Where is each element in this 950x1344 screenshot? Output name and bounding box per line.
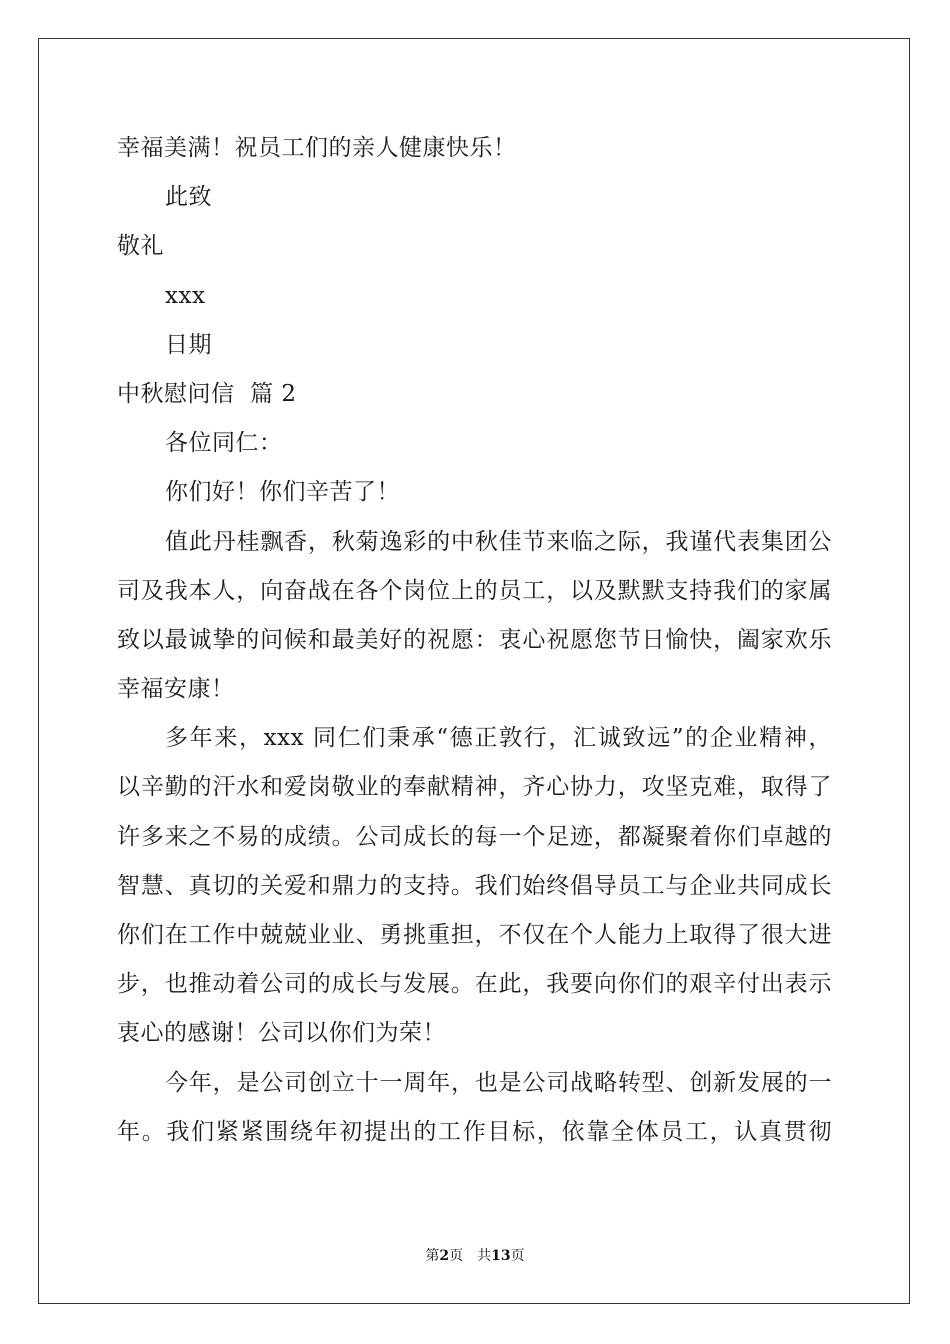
page-footer (0, 1246, 950, 1266)
respect-line: 敬礼 (117, 233, 164, 260)
paragraph-line: 年。我们紧紧围绕年初提出的工作目标，依靠全体员工，认真贯彻 (117, 1118, 832, 1145)
paragraph-line: 致以最诚挚的问候和最美好的祝愿：衷心祝愿您节日愉快，阖家欢乐 (117, 626, 832, 653)
greeting: 各位同仁： (165, 430, 283, 457)
paragraph-line: 步，也推动着公司的成长与发展。在此，我要向你们的艰辛付出表示 (117, 971, 832, 998)
salutation: 此致 (165, 184, 212, 211)
paragraph-line: 司及我本人，向奋战在各个岗位上的员工，以及默默支持我们的家属 (117, 577, 832, 604)
section-title: 中秋慰问信 篇 2 (117, 380, 297, 407)
document-body (117, 124, 832, 1157)
page-prefix: 第 (425, 1248, 440, 1264)
paragraph-line: 多年来，xxx 同仁们秉承“德正敦行，汇诚致远”的企业精神， (165, 725, 832, 752)
page-total: 13 (491, 1248, 511, 1264)
signature: xxx (165, 282, 206, 309)
date-line: 日期 (165, 331, 212, 358)
hello-line: 你们好！你们辛苦了！ (165, 479, 400, 506)
page-suffix: 页 (449, 1248, 464, 1264)
paragraph-line: 智慧、真切的关爱和鼎力的支持。我们始终倡导员工与企业共同成长 (117, 872, 832, 899)
paragraph-line: 值此丹桂飘香，秋菊逸彩的中秋佳节来临之际，我谨代表集团公 (165, 528, 832, 555)
paragraph-line: 幸福安康！ (117, 676, 235, 703)
paragraph-line: 今年，是公司创立十一周年，也是公司战略转型、创新发展的一 (165, 1069, 832, 1096)
paragraph-line: 许多来之不易的成绩。公司成长的每一个足迹，都凝聚着你们卓越的 (117, 823, 832, 850)
page-current: 2 (439, 1248, 450, 1264)
total-suffix: 页 (510, 1248, 525, 1264)
total-prefix: 共 (477, 1248, 492, 1264)
paragraph-line: 衷心的感谢！公司以你们为荣！ (117, 1020, 446, 1047)
closing-line: 幸福美满！祝员工们的亲人健康快乐！ (117, 135, 517, 161)
paragraph-line: 你们在工作中兢兢业业、勇挑重担，不仅在个人能力上取得了很大进 (117, 922, 832, 948)
paragraph-line: 以辛勤的汗水和爱岗敬业的奉献精神，齐心协力，攻坚克难，取得了 (117, 774, 832, 801)
